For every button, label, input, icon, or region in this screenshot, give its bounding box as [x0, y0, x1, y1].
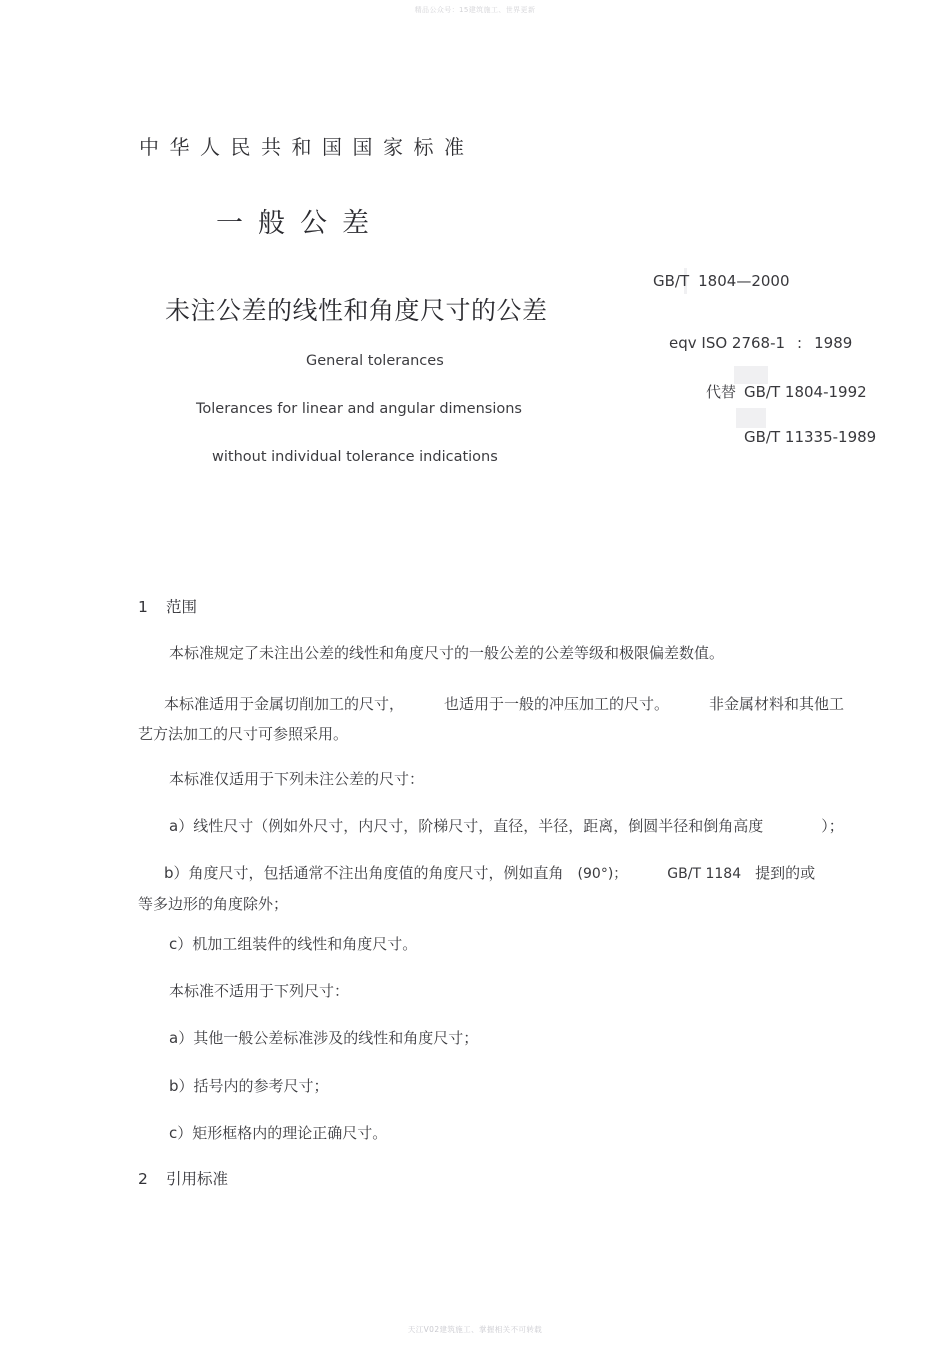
equivalent-prefix: eqv ISO 2768-1 — [669, 334, 786, 352]
scope-p2-part-a: 本标准适用于金属切削加工的尺寸， — [164, 695, 405, 713]
page-subtitle: 未注公差的线性和角度尺寸的公差 — [165, 296, 548, 325]
standard-number — [653, 272, 790, 290]
scope-paragraph-3: 本标准仅适用于下列未注公差的尺寸： — [169, 770, 425, 788]
watermark-top: 精品公众号：15建筑施工、世界更新 — [414, 6, 536, 14]
scope-item-a-text: 线性尺寸（例如外尺寸，内尺寸，阶梯尺寸，直径，半径，距离，倒圆半径和倒角高度 — [193, 817, 764, 835]
exclusion-item-c-text: 矩形框格内的理论正确尺寸。 — [192, 1124, 388, 1142]
section-heading-scope — [138, 595, 197, 617]
scope-item-b-line-2: 等多边形的角度除外； — [138, 895, 289, 913]
section-number: 1 — [138, 598, 148, 616]
standard-number-value: 1804—2000 — [698, 272, 790, 290]
scope-item-a-label: a） — [169, 817, 194, 835]
scope-item-b-angle: (90°)； — [577, 866, 628, 882]
scope-item-b — [138, 858, 918, 919]
section-heading-references — [138, 1167, 228, 1189]
exclusion-item-a-text: 其他一般公差标准涉及的线性和角度尺寸； — [193, 1029, 479, 1047]
replaces-value-1: GB/T 1804-1992 — [744, 383, 867, 401]
scope-p2-part-c: 非金属材料和其他工 — [709, 695, 845, 713]
page-title: 一般公差 — [216, 208, 384, 239]
english-title-line-2: Tolerances for linear and angular dimensions — [196, 401, 522, 417]
section-title: 引用标准 — [166, 1170, 229, 1188]
scope-p2-part-b: 也适用于一般的冲压加工的尺寸。 — [444, 695, 670, 713]
watermark-bottom: 天江V02建筑施工、掌握相关不可转载 — [407, 1325, 543, 1334]
exclusion-item-b-text: 括号内的参考尺寸； — [193, 1077, 329, 1095]
replaces-standard-2: GB/T 11335-1989 — [744, 428, 877, 446]
scope-item-b-reference: GB/T 1184 — [667, 866, 742, 882]
equivalent-standard — [669, 334, 852, 352]
equivalent-separator: : — [797, 334, 803, 352]
scope-item-c-text: 机加工组装件的线性和角度尺寸。 — [192, 935, 418, 953]
exclusion-item-b — [169, 1071, 889, 1101]
section-title: 范围 — [166, 598, 198, 616]
scope-paragraph-4: 本标准不适用于下列尺寸： — [169, 982, 350, 1000]
scope-item-a-tail: ）； — [821, 817, 844, 835]
exclusion-item-b-label: b） — [169, 1077, 194, 1095]
english-title-line-1: General tolerances — [306, 353, 444, 369]
scope-item-b-label: b） — [164, 864, 189, 882]
scan-artifact — [736, 408, 766, 428]
scope-item-c-label: c） — [169, 935, 193, 953]
section-number: 2 — [138, 1170, 148, 1188]
exclusion-item-c — [169, 1118, 889, 1148]
scope-item-b-text: 角度尺寸，包括通常不注出角度值的角度尺寸，例如直角 — [188, 864, 564, 882]
scope-item-a — [169, 811, 909, 841]
masthead-national-standard: 中华人民共和国国家标准 — [139, 135, 475, 159]
scope-paragraph-1: 本标准规定了未注出公差的线性和角度尺寸的一般公差的公差等级和极限偏差数值。 — [169, 644, 725, 662]
scope-p2-part-d: 艺方法加工的尺寸可参照采用。 — [138, 725, 349, 743]
english-title-line-3: without individual tolerance indications — [212, 449, 498, 465]
exclusion-item-a — [169, 1023, 889, 1053]
exclusion-item-c-label: c） — [169, 1124, 193, 1142]
exclusion-item-a-label: a） — [169, 1029, 194, 1047]
scope-paragraph-2 — [138, 689, 898, 749]
equivalent-year: 1989 — [814, 334, 853, 352]
scope-item-b-tail: 提到的或 — [755, 864, 816, 882]
scope-item-c — [169, 929, 889, 959]
replaces-label: 代替 — [706, 383, 737, 401]
standard-prefix: GB/T — [653, 272, 690, 290]
replaces-standard-1 — [706, 381, 867, 402]
